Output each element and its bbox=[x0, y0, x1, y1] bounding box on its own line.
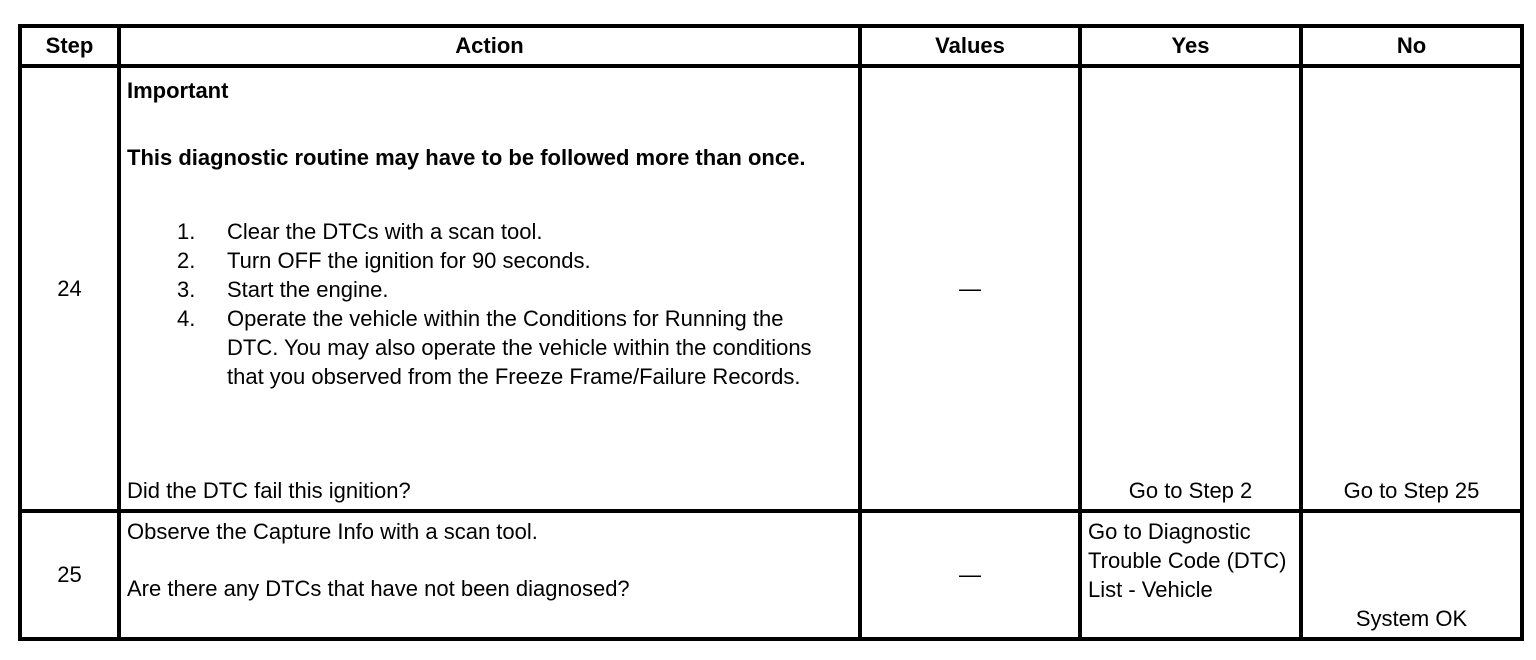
step-number: 25 bbox=[20, 511, 119, 639]
step-number: 24 bbox=[20, 66, 119, 510]
diagnostic-table bbox=[18, 24, 1524, 641]
list-item bbox=[127, 217, 827, 246]
header-no: No bbox=[1301, 26, 1522, 66]
list-item bbox=[127, 304, 827, 391]
values-cell: — bbox=[860, 66, 1080, 510]
list-item-text: Turn OFF the ignition for 90 seconds. bbox=[227, 248, 591, 274]
action-cell bbox=[119, 511, 860, 639]
header-values: Values bbox=[860, 26, 1080, 66]
list-item bbox=[127, 275, 827, 304]
question-text: Are there any DTCs that have not been diagnosed? bbox=[127, 575, 630, 601]
header-yes: Yes bbox=[1080, 26, 1301, 66]
list-item-number: 1. bbox=[177, 219, 196, 245]
instruction-text: Observe the Capture Info with a scan tool. bbox=[127, 518, 538, 544]
important-text: This diagnostic routine may have to be followed more than once. bbox=[127, 145, 806, 171]
question-text: Did the DTC fail this ignition? bbox=[127, 477, 411, 503]
important-label: Important bbox=[127, 78, 229, 104]
list-item-number: 2. bbox=[177, 248, 196, 274]
header-row bbox=[20, 26, 1522, 66]
list-item-text: Clear the DTCs with a scan tool. bbox=[227, 219, 543, 245]
procedure-list bbox=[127, 217, 852, 391]
header-action: Action bbox=[119, 26, 860, 66]
values-cell: — bbox=[860, 511, 1080, 639]
no-cell: Go to Step 25 bbox=[1301, 66, 1522, 510]
header-step: Step bbox=[20, 26, 119, 66]
list-item-number: 3. bbox=[177, 277, 196, 303]
yes-cell: Go to Step 2 bbox=[1080, 66, 1301, 510]
list-item-text: Operate the vehicle within the Conditions for Running the DTC. You may also operate the vehicle within the conditions that you observed from the Freeze Frame/Failure Records. bbox=[227, 306, 812, 390]
yes-cell: Go to Diagnostic Trouble Code (DTC) List - Vehicle bbox=[1080, 511, 1301, 639]
table-row bbox=[20, 511, 1522, 639]
action-cell bbox=[119, 66, 860, 510]
list-item bbox=[127, 246, 827, 275]
list-item-number: 4. bbox=[177, 306, 196, 332]
table-row bbox=[20, 66, 1522, 510]
list-item-text: Start the engine. bbox=[227, 277, 389, 303]
no-cell: System OK bbox=[1301, 511, 1522, 639]
